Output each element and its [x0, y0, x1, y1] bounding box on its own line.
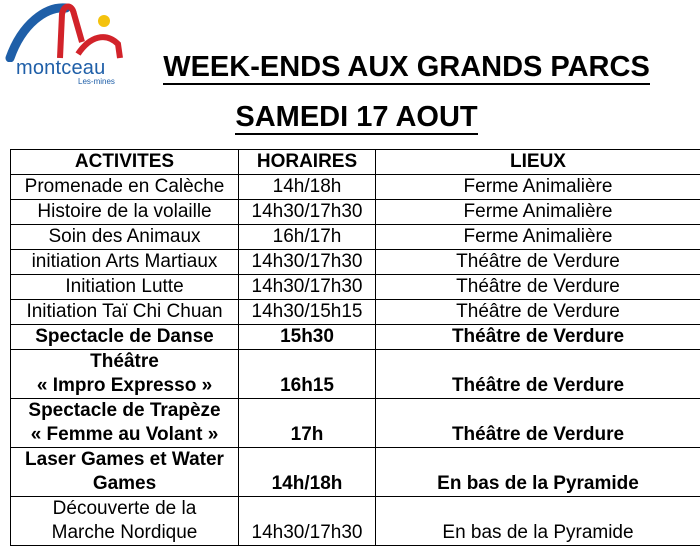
page-title	[140, 50, 673, 84]
activite-line: « Impro Expresso »	[13, 374, 236, 398]
cell-lieu: Théâtre de Verdure	[376, 250, 700, 275]
table-header-row	[11, 150, 700, 175]
activite-line: Théâtre	[13, 350, 236, 374]
table-body	[11, 175, 700, 546]
header-horaires: HORAIRES	[239, 150, 376, 175]
cell-activite	[11, 175, 239, 200]
table-row	[11, 350, 700, 399]
logo-subtext: Les-mines	[78, 77, 115, 86]
cell-activite	[11, 250, 239, 275]
cell-horaire: 14h30/15h15	[239, 300, 376, 325]
cell-activite	[11, 350, 239, 399]
cell-lieu: Théâtre de Verdure	[376, 275, 700, 300]
table-row	[11, 175, 700, 200]
cell-horaire: 14h/18h	[239, 448, 376, 497]
table-row	[11, 225, 700, 250]
montceau-logo	[2, 2, 130, 88]
cell-activite	[11, 300, 239, 325]
cell-horaire: 17h	[239, 399, 376, 448]
cell-activite	[11, 325, 239, 350]
activite-line: Marche Nordique	[13, 521, 236, 545]
header-lieux: LIEUX	[376, 150, 700, 175]
activite-line: Initiation Taï Chi Chuan	[13, 300, 236, 324]
cell-activite	[11, 497, 239, 546]
activite-line: Initiation Lutte	[13, 275, 236, 299]
page-subtitle-text: SAMEDI 17 AOUT	[235, 101, 477, 135]
cell-horaire: 16h/17h	[239, 225, 376, 250]
cell-horaire: 14h30/17h30	[239, 275, 376, 300]
activite-line: Histoire de la volaille	[13, 200, 236, 224]
header-activites: ACTIVITES	[11, 150, 239, 175]
cell-activite	[11, 200, 239, 225]
cell-lieu: Ferme Animalière	[376, 175, 700, 200]
activite-line: Spectacle de Danse	[13, 325, 236, 349]
activite-line: Découverte de la	[13, 497, 236, 521]
activite-line: « Femme au Volant »	[13, 423, 236, 447]
cell-lieu: Ferme Animalière	[376, 200, 700, 225]
cell-horaire: 14h/18h	[239, 175, 376, 200]
cell-activite	[11, 399, 239, 448]
activite-line: Spectacle de Trapèze	[13, 399, 236, 423]
table-row	[11, 200, 700, 225]
table-row	[11, 448, 700, 497]
cell-horaire: 15h30	[239, 325, 376, 350]
logo-arcs-graphic	[2, 2, 130, 62]
table-row	[11, 250, 700, 275]
schedule-table	[10, 149, 700, 546]
cell-lieu: Théâtre de Verdure	[376, 325, 700, 350]
activite-line: Games	[13, 472, 236, 496]
cell-activite	[11, 275, 239, 300]
cell-activite	[11, 225, 239, 250]
cell-horaire: 14h30/17h30	[239, 497, 376, 546]
cell-lieu: Théâtre de Verdure	[376, 350, 700, 399]
logo-wordmark: montceau	[16, 58, 105, 78]
table-row	[11, 275, 700, 300]
activite-line: Promenade en Calèche	[13, 175, 236, 199]
page-subtitle	[140, 100, 573, 134]
cell-lieu: En bas de la Pyramide	[376, 497, 700, 546]
cell-horaire: 14h30/17h30	[239, 250, 376, 275]
cell-horaire: 14h30/17h30	[239, 200, 376, 225]
table-row	[11, 325, 700, 350]
activite-line: initiation Arts Martiaux	[13, 250, 236, 274]
cell-lieu: Ferme Animalière	[376, 225, 700, 250]
cell-lieu: Théâtre de Verdure	[376, 300, 700, 325]
table-row	[11, 300, 700, 325]
activite-line: Laser Games et Water	[13, 448, 236, 472]
page-title-text: WEEK-ENDS AUX GRANDS PARCS	[163, 51, 650, 85]
table-row	[11, 497, 700, 546]
cell-horaire: 16h15	[239, 350, 376, 399]
cell-lieu: Théâtre de Verdure	[376, 399, 700, 448]
cell-activite	[11, 448, 239, 497]
cell-lieu: En bas de la Pyramide	[376, 448, 700, 497]
activite-line: Soin des Animaux	[13, 225, 236, 249]
table-row	[11, 399, 700, 448]
